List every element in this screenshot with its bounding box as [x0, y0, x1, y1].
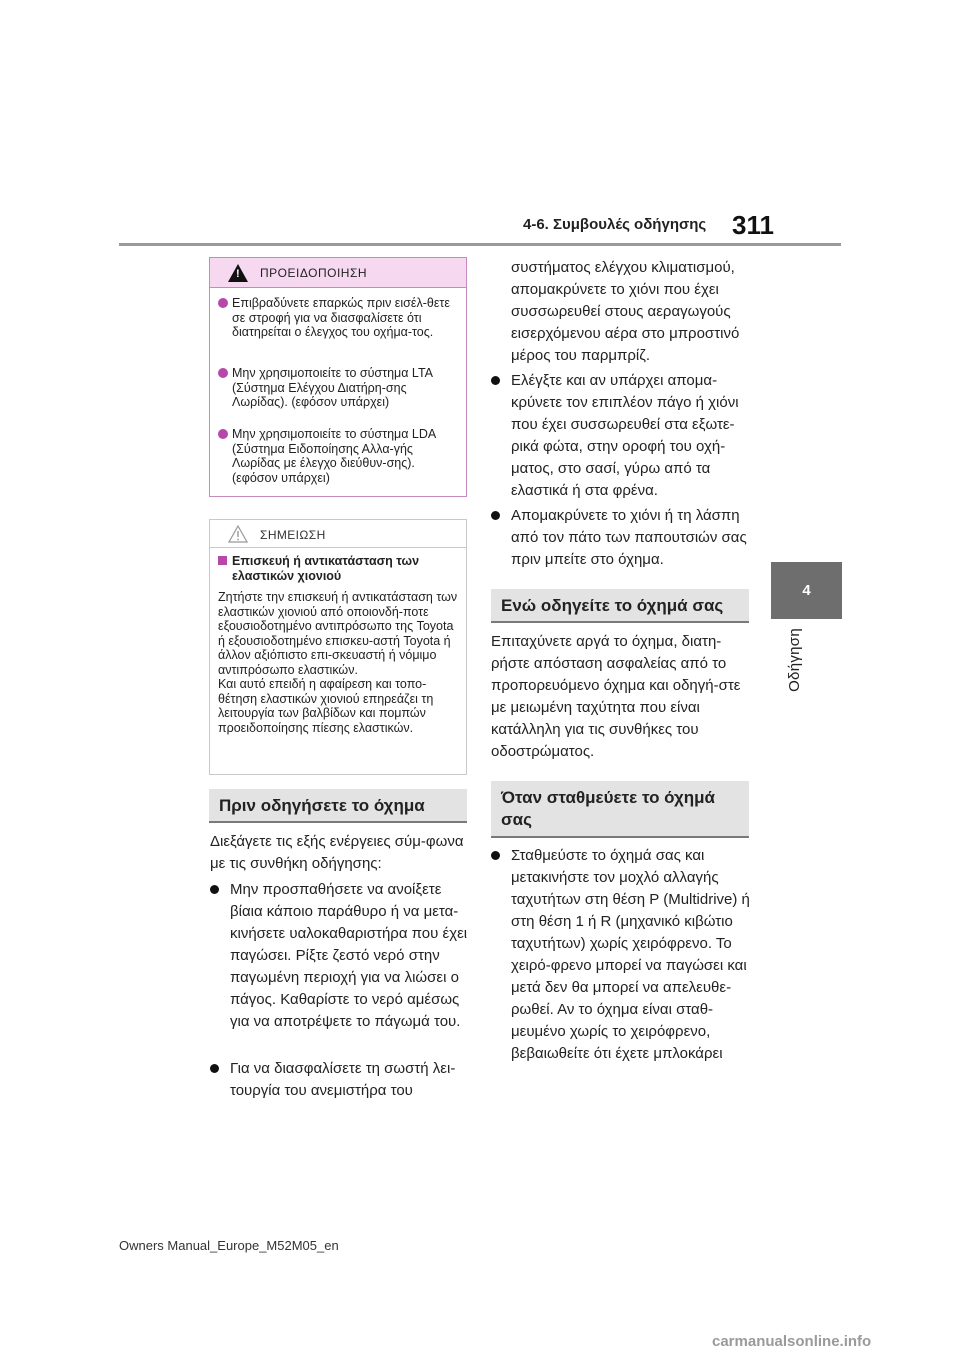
list-item: Απομακρύνετε το χιόνι ή τη λάσπη από τον πάτο των παπουτσιών σας πριν μπείτε στο όχημα. — [491, 505, 751, 571]
header-rule — [119, 243, 841, 246]
bullet-icon — [491, 851, 500, 860]
bullet-icon — [491, 511, 500, 520]
warning-triangle-icon — [228, 264, 248, 282]
continuation-paragraph: συστήματος ελέγχου κλιματισμού, απομακρύνετε το χιόνι που έχει συσσωρευθεί στους αεραγωγούς εισερχόμενου αέρα στο μπροστινό μέρος του παρμπρίζ. — [511, 259, 740, 364]
list-item: Μην προσπαθήσετε να ανοίξετε βίαια κάποιο παράθυρο ή να μετα-κινήσετε υαλοκαθαριστήρα που έχει παγώσει. Ρίξτε ζεστό νερό στην παγωμένη περιοχή για να λιώσει ο πάγος. Καθαρίστε το νερό αμέσως για να αποτρέψετε το πάγωμά του. — [210, 879, 468, 1033]
bullet-icon — [491, 376, 500, 385]
note-body — [218, 590, 463, 735]
warning-header — [210, 258, 466, 288]
chapter-number: 4 — [802, 582, 811, 599]
warning-title: ΠΡΟΕΙΔΟΠΟΙΗΣΗ — [260, 266, 368, 280]
note-header — [210, 520, 466, 548]
footer-doc-id: Owners Manual_Europe_M52M05_en — [119, 1238, 339, 1253]
watermark: carmanualsonline.info — [712, 1333, 872, 1350]
before-driving-heading: Πριν οδηγήσετε το όχημα — [209, 789, 467, 823]
warning-item: Επιβραδύνετε επαρκώς πριν εισέλ-θετε σε στροφή για να διασφαλίσετε ότι διατηρείται ο έλεγχος του οχήμα-τος. — [218, 296, 463, 340]
list-item: Σταθμεύστε το όχημά σας και μετακινήστε τον μοχλό αλλαγής ταχυτήτων στη θέση P (Multidrive) ή στη θέση 1 ή R (μηχανικό κιβώτιο ταχυτήτων) χωρίς χειρόφρενο. Το χειρό-φρενο μπορεί να παγώσει και μετά δεν θα μπορεί να απελευθε-ρωθεί. Αν το όχημα είναι σταθ-μευμένο χωρίς το χειρόφρενο, βεβαιωθείτε ότι έχετε μπλοκάρει — [491, 845, 751, 1065]
page-number: 311 — [732, 210, 774, 240]
note-box — [209, 519, 467, 775]
bullet-dot-icon — [218, 368, 228, 378]
while-driving-text: Επιταχύνετε αργά το όχημα, διατη-ρήστε απόσταση ασφαλείας από το προπορευόμενο όχημα και οδηγή-στε με μειωμένη ταχύτητα που είναι κατάλληλη για τις συνθήκες του οδοστρώματος. — [491, 633, 741, 760]
warning-item: Μην χρησιμοποιείτε το σύστημα LDA (Σύστημα Ειδοποίησης Αλλα-γής Λωρίδας με έλεγχο διεύθυν-σης). (εφόσον υπάρχει) — [218, 427, 463, 485]
bullet-dot-icon — [218, 298, 228, 308]
note-subtitle: Επισκευή ή αντικατάσταση των ελαστικών χιονιού — [218, 554, 463, 583]
bullet-dot-icon — [218, 429, 228, 439]
note-paragraph: Και αυτό επειδή η αφαίρεση και τοπο-θέτηση ελαστικών χιονιού επηρεάζει τη λειτουργία των βαλβίδων και πομπών προειδοποίησης πίεσης ελαστικών. — [218, 677, 434, 735]
bullet-icon — [210, 885, 219, 894]
chapter-tab — [771, 562, 842, 619]
parking-heading: Όταν σταθμεύετε το όχημά σας — [491, 781, 749, 838]
note-triangle-icon — [228, 525, 248, 543]
bullet-icon — [210, 1064, 219, 1073]
note-title: ΣΗΜΕΙΩΣΗ — [260, 528, 326, 542]
warning-item: Μην χρησιμοποιείτε το σύστημα LTA (Σύστημα Ελέγχου Διατήρη-σης Λωρίδας). (εφόσον υπάρχει) — [218, 366, 463, 410]
list-item: Ελέγξτε και αν υπάρχει απομα-κρύνετε τον επιπλέον πάγο ή χιόνι που έχει συσσωρευθεί στα εξωτε-ρικά φώτα, στην οροφή του οχή-ματος, στο σασί, γύρω από τα ελαστικά ή στα φρένα. — [491, 370, 751, 502]
square-bullet-icon — [218, 556, 227, 565]
section-title: 4-6. Συμβουλές οδήγησης — [523, 216, 707, 233]
note-paragraph: Ζητήστε την επισκευή ή αντικατάσταση των ελαστικών χιονιού από οποιονδή-ποτε εξουσιοδοτημένο αντιπρόσωπο της Toyota ή εξουσιοδοτημένο επισκευ-αστή Toyota ή άλλον αξιόπιστο επι-σκευαστή ή νόμιμο αντιπρόσωπο ελαστικών. — [218, 590, 458, 677]
chapter-label: Οδήγηση — [786, 628, 803, 692]
warning-box — [209, 257, 467, 497]
before-driving-intro: Διεξάγετε τις εξής ενέργειες σύμ-φωνα με τις συνθήκη οδήγησης: — [210, 833, 464, 872]
while-driving-heading: Ενώ οδηγείτε το όχημά σας — [491, 589, 749, 623]
list-item: Για να διασφαλίσετε τη σωστή λει-τουργία του ανεμιστήρα του — [210, 1058, 468, 1102]
